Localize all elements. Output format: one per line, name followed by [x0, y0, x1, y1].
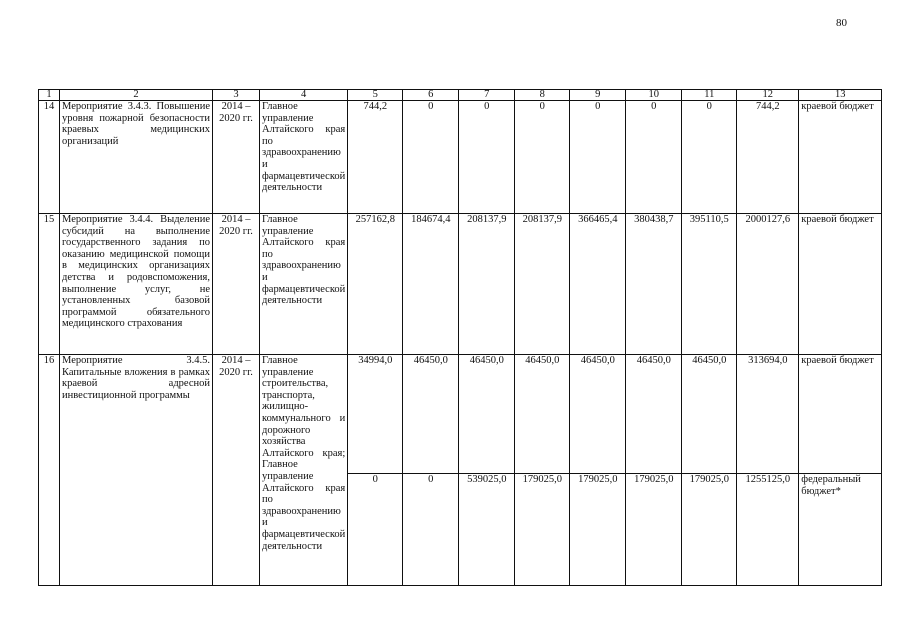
page-number: 80 — [836, 17, 847, 29]
value-cell: 1255125,0 — [737, 474, 799, 586]
value-cell: 179025,0 — [682, 474, 737, 586]
value-cell: 179025,0 — [626, 474, 682, 586]
activity-name: Мероприятие 3.4.3. Повышение уровня пожарной безопасности краевых медицинских организаций — [60, 101, 213, 214]
value-cell: 208137,9 — [515, 214, 570, 355]
value-cell: 46450,0 — [515, 355, 570, 474]
funding-source: краевой бюджет — [799, 355, 882, 474]
activity-name: Мероприятие 3.4.5. Капитальные вложения в рамках краевой адресной инвестиционной программы — [60, 355, 213, 586]
value-cell: 395110,5 — [682, 214, 737, 355]
executor: Главное управление строительства, транспорта, жилищно-коммунального и дорожного хозяйства Алтайского края; Главное управление Алтайского края по здравоохранению и фармацевтической деятельности — [260, 355, 348, 586]
value-cell: 46450,0 — [626, 355, 682, 474]
column-header: 6 — [403, 90, 459, 101]
column-header: 12 — [737, 90, 799, 101]
value-cell: 0 — [626, 101, 682, 214]
value-cell: 46450,0 — [459, 355, 515, 474]
value-cell: 0 — [459, 101, 515, 214]
table-row — [39, 214, 882, 355]
column-header: 11 — [682, 90, 737, 101]
period: 2014 – 2020 гг. — [213, 355, 260, 586]
value-cell: 46450,0 — [570, 355, 626, 474]
column-header: 13 — [799, 90, 882, 101]
period: 2014 – 2020 гг. — [213, 101, 260, 214]
value-cell: 184674,4 — [403, 214, 459, 355]
column-header: 9 — [570, 90, 626, 101]
column-header: 3 — [213, 90, 260, 101]
value-cell: 208137,9 — [459, 214, 515, 355]
funding-source: федеральный бюджет* — [799, 474, 882, 586]
value-cell: 380438,7 — [626, 214, 682, 355]
column-header: 5 — [348, 90, 403, 101]
row-number: 16 — [39, 355, 60, 586]
column-header: 10 — [626, 90, 682, 101]
value-cell: 34994,0 — [348, 355, 403, 474]
value-cell: 0 — [348, 474, 403, 586]
column-header: 2 — [60, 90, 213, 101]
value-cell: 46450,0 — [403, 355, 459, 474]
column-header: 4 — [260, 90, 348, 101]
value-cell: 257162,8 — [348, 214, 403, 355]
value-cell: 2000127,6 — [737, 214, 799, 355]
funding-source: краевой бюджет — [799, 101, 882, 214]
value-cell: 313694,0 — [737, 355, 799, 474]
value-cell: 539025,0 — [459, 474, 515, 586]
program-activities-table — [38, 89, 882, 586]
value-cell: 179025,0 — [515, 474, 570, 586]
column-number-header-row — [39, 90, 882, 101]
table-row — [39, 101, 882, 214]
value-cell: 46450,0 — [682, 355, 737, 474]
activity-name: Мероприятие 3.4.4. Выделение субсидий на выполнение государственного задания по оказанию медицинской помощи в медицинских организациях детства и родовспоможения, выполнение услуг, не установленных базовой программой обязательного медицинского страхования — [60, 214, 213, 355]
value-cell: 0 — [403, 474, 459, 586]
table-row — [39, 355, 882, 474]
value-cell: 179025,0 — [570, 474, 626, 586]
period: 2014 – 2020 гг. — [213, 214, 260, 355]
funding-source: краевой бюджет — [799, 214, 882, 355]
column-header: 8 — [515, 90, 570, 101]
executor: Главное управление Алтайского края по здравоохранению и фармацевтической деятельности — [260, 101, 348, 214]
column-header: 7 — [459, 90, 515, 101]
row-number: 14 — [39, 101, 60, 214]
value-cell: 0 — [682, 101, 737, 214]
value-cell: 0 — [403, 101, 459, 214]
value-cell: 0 — [570, 101, 626, 214]
value-cell: 366465,4 — [570, 214, 626, 355]
value-cell: 744,2 — [348, 101, 403, 214]
value-cell: 744,2 — [737, 101, 799, 214]
executor: Главное управление Алтайского края по здравоохранению и фармацевтической деятельности — [260, 214, 348, 355]
column-header: 1 — [39, 90, 60, 101]
row-number: 15 — [39, 214, 60, 355]
value-cell: 0 — [515, 101, 570, 214]
